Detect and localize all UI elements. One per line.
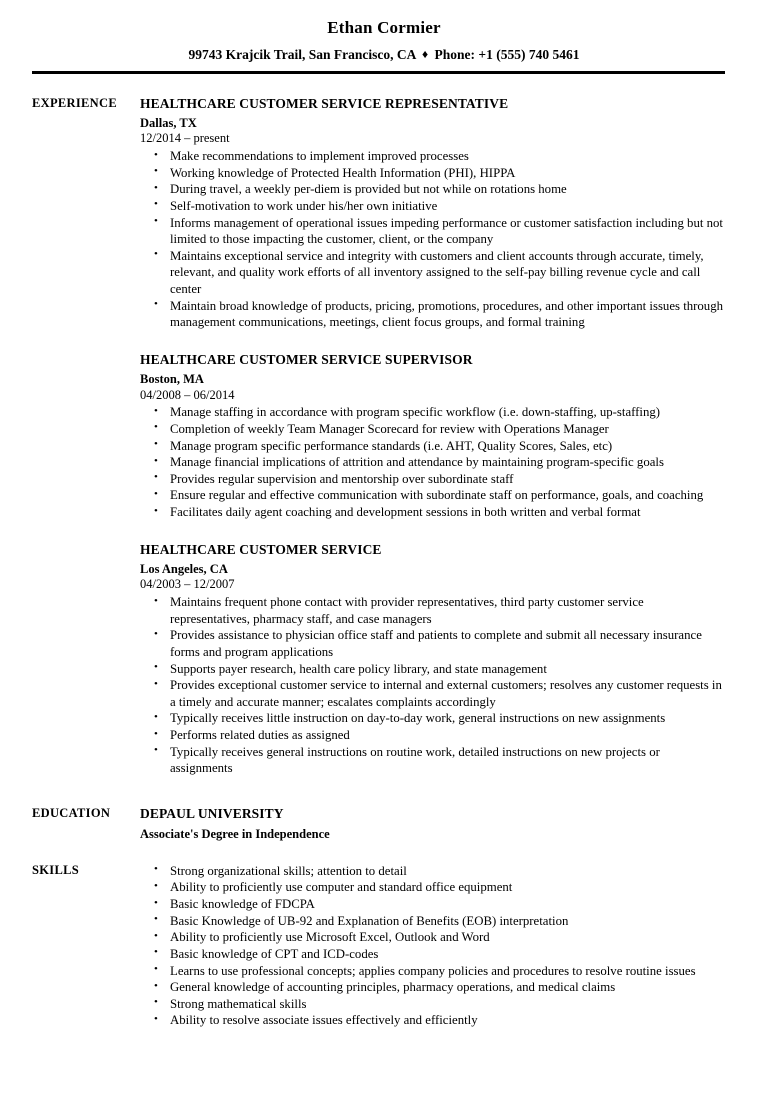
list-item: • Working knowledge of Protected Health Information (PHI), HIPPA bbox=[152, 165, 725, 182]
job-title: HEALTHCARE CUSTOMER SERVICE SUPERVISOR bbox=[140, 351, 473, 367]
list-item: • Maintains exceptional service and integrity with customers and client accounts through accurate, timely, relevant, and quality work efforts of all inventory assigned to the self-pay billing revenue cycle and call center bbox=[152, 248, 725, 298]
job-dates: 04/2008 – 06/2014 bbox=[140, 387, 235, 402]
job-entry bbox=[140, 541, 725, 777]
list-item: • Facilitates daily agent coaching and development sessions in both written and verbal format bbox=[152, 504, 725, 521]
job-title: HEALTHCARE CUSTOMER SERVICE bbox=[140, 541, 382, 557]
contact-phone: Phone: +1 (555) 740 5461 bbox=[434, 47, 580, 63]
list-item: • Manage program specific performance standards (i.e. AHT, Quality Scores, Sales, etc) bbox=[152, 438, 725, 455]
job-responsibility-list bbox=[140, 594, 725, 777]
list-item: • Ability to proficiently use computer and standard office equipment bbox=[152, 879, 725, 896]
diamond-separator-icon: ♦ bbox=[422, 47, 429, 62]
list-item: • Provides regular supervision and mentorship over subordinate staff bbox=[152, 471, 725, 488]
contact-line bbox=[0, 47, 768, 63]
list-item: • Completion of weekly Team Manager Scorecard for review with Operations Manager bbox=[152, 421, 725, 438]
job-location: Los Angeles, CA bbox=[140, 562, 228, 577]
job-responsibility-list bbox=[140, 148, 725, 331]
list-item: • General knowledge of accounting principles, pharmacy operations, and medical claims bbox=[152, 979, 725, 996]
contact-address: 99743 Krajcik Trail, San Francisco, CA bbox=[188, 47, 416, 63]
list-item: • Ability to resolve associate issues effectively and efficiently bbox=[152, 1012, 725, 1029]
list-item: • Supports payer research, health care policy library, and state management bbox=[152, 661, 725, 678]
list-item: • During travel, a weekly per-diem is provided but not while on rotations home bbox=[152, 181, 725, 198]
list-item: • Typically receives general instructions on routine work, detailed instructions on new projects or assignments bbox=[152, 744, 725, 777]
list-item: • Manage financial implications of attrition and attendance by maintaining program-specific goals bbox=[152, 454, 725, 471]
list-item: • Self-motivation to work under his/her own initiative bbox=[152, 198, 725, 215]
job-title: HEALTHCARE CUSTOMER SERVICE REPRESENTATIVE bbox=[140, 95, 509, 111]
list-item: • Performs related duties as assigned bbox=[152, 727, 725, 744]
job-entry bbox=[140, 95, 725, 331]
job-location: Dallas, TX bbox=[140, 116, 197, 131]
list-item: • Make recommendations to implement improved processes bbox=[152, 148, 725, 165]
list-item: • Manage staffing in accordance with program specific workflow (i.e. down-staffing, up-staffing) bbox=[152, 404, 725, 421]
job-location: Boston, MA bbox=[140, 372, 204, 387]
job-dates: 12/2014 – present bbox=[140, 131, 230, 146]
skills-section-body bbox=[140, 862, 725, 1029]
resume-header bbox=[0, 0, 768, 74]
skills-section bbox=[0, 862, 768, 1029]
list-item: • Maintains frequent phone contact with provider representatives, third party customer service representatives, pharmacy staff, and case managers bbox=[152, 594, 725, 627]
list-item: • Basic Knowledge of UB-92 and Explanation of Benefits (EOB) interpretation bbox=[152, 913, 725, 930]
candidate-name: Ethan Cormier bbox=[327, 18, 441, 37]
experience-section bbox=[0, 95, 768, 777]
experience-section-label: EXPERIENCE bbox=[32, 95, 117, 110]
list-item: • Ability to proficiently use Microsoft Excel, Outlook and Word bbox=[152, 929, 725, 946]
list-item: • Strong organizational skills; attention to detail bbox=[152, 863, 725, 880]
education-section-body bbox=[140, 805, 725, 842]
list-item: • Informs management of operational issues impeding performance or customer satisfaction including but not limited to those impacting the customer, client, or the company bbox=[152, 215, 725, 248]
list-item: • Typically receives little instruction on day-to-day work, general instructions on new assignments bbox=[152, 710, 725, 727]
list-item: • Provides assistance to physician office staff and patients to complete and submit all necessary insurance forms and program applications bbox=[152, 627, 725, 660]
header-divider bbox=[32, 71, 725, 74]
list-item: • Strong mathematical skills bbox=[152, 996, 725, 1013]
education-school: DEPAUL UNIVERSITY bbox=[140, 805, 284, 821]
list-item: • Maintain broad knowledge of products, pricing, promotions, procedures, and other important issues through management communications, meetings, client focus groups, and formal training bbox=[152, 298, 725, 331]
education-section-label: EDUCATION bbox=[32, 805, 111, 820]
list-item: • Basic knowledge of CPT and ICD-codes bbox=[152, 946, 725, 963]
skills-section-label: SKILLS bbox=[32, 862, 79, 877]
job-entry bbox=[140, 351, 725, 521]
education-section bbox=[0, 805, 768, 842]
list-item: • Basic knowledge of FDCPA bbox=[152, 896, 725, 913]
job-dates: 04/2003 – 12/2007 bbox=[140, 577, 235, 592]
education-degree: Associate's Degree in Independence bbox=[140, 826, 330, 841]
experience-section-body bbox=[140, 95, 725, 777]
job-responsibility-list bbox=[140, 404, 725, 520]
list-item: • Learns to use professional concepts; applies company policies and procedures to resolve routine issues bbox=[152, 963, 725, 980]
list-item: • Provides exceptional customer service to internal and external customers; resolves any customer requests in a timely and accurate manner; escalates complaints accordingly bbox=[152, 677, 725, 710]
list-item: • Ensure regular and effective communication with subordinate staff on performance, goals, and coaching bbox=[152, 487, 725, 504]
skills-list bbox=[140, 863, 725, 1029]
